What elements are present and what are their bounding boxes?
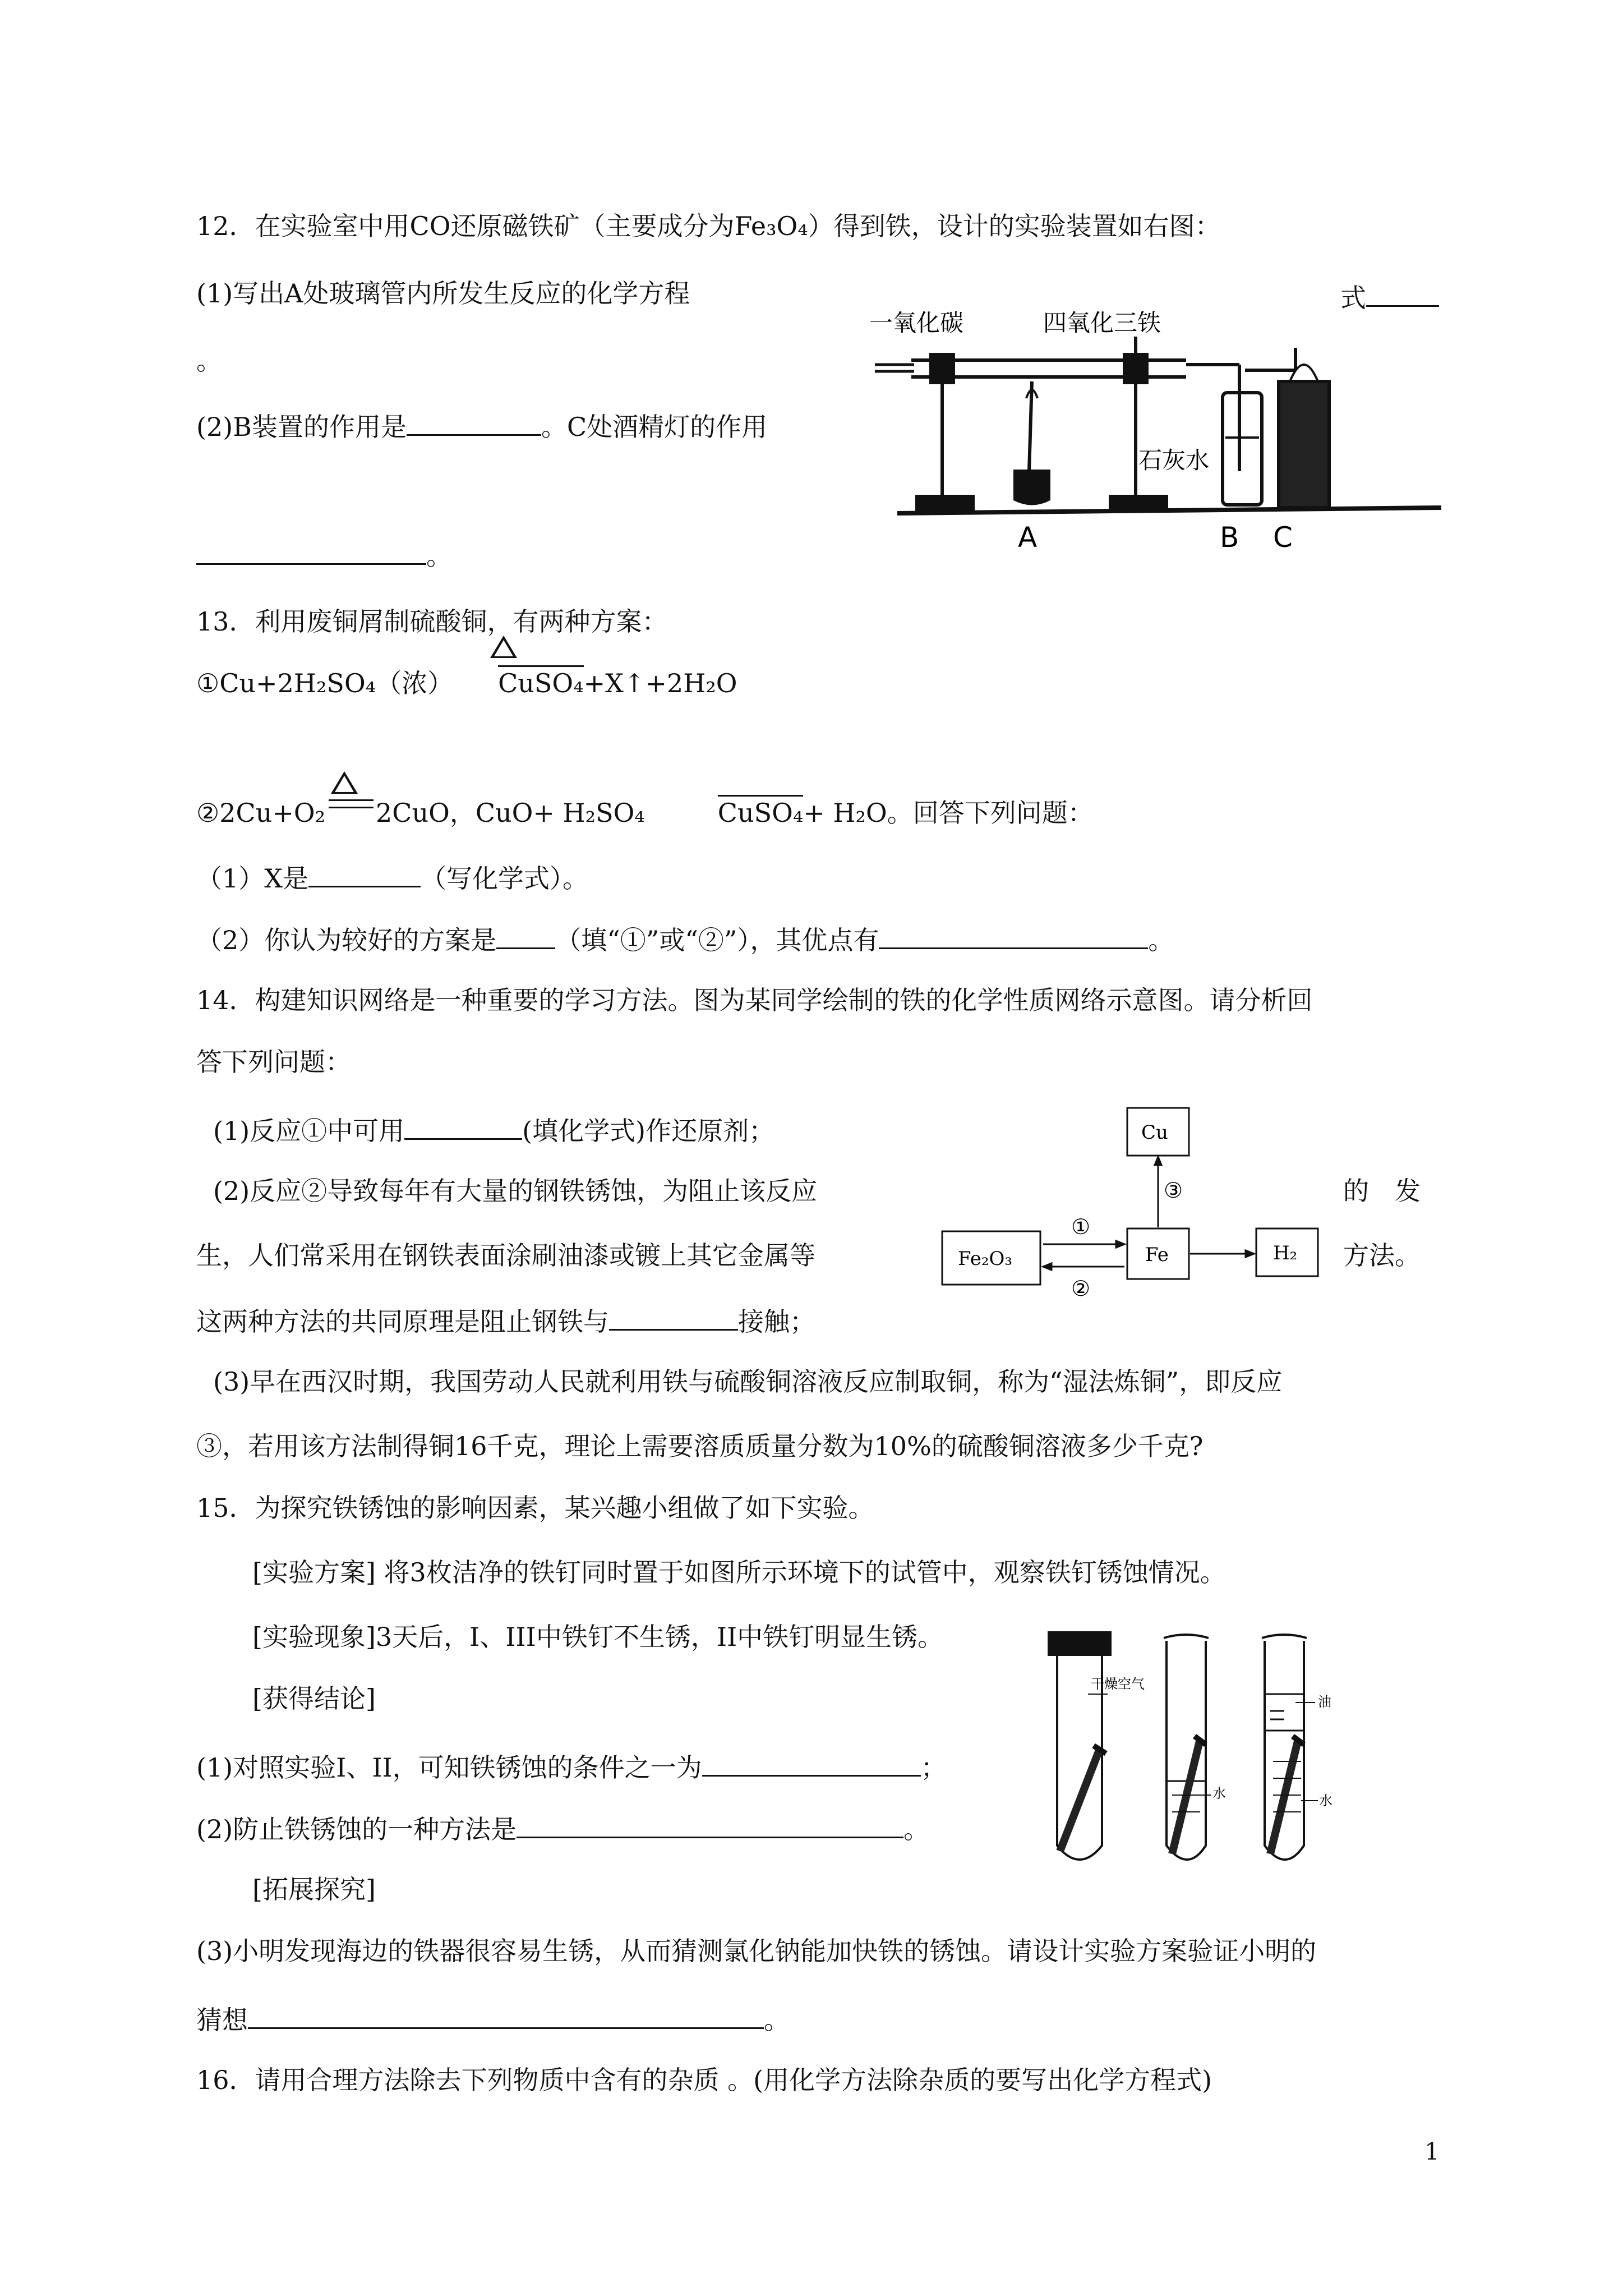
q14-part2-e: 这两种方法的共同原理是阻止钢铁与 (196, 1306, 609, 1337)
figure-label-limewater: 石灰水 (1138, 447, 1210, 474)
q15-part1-b: ； (920, 1752, 947, 1783)
q12-part1-suffix: 式 (1340, 283, 1366, 313)
q13-answer-blank-3[interactable] (879, 923, 1148, 949)
figure-label-c: C (1273, 521, 1293, 554)
q15-part2-b: 。 (903, 1814, 930, 1844)
reaction-2-label: ② (1071, 1276, 1091, 1301)
q13-sub1-b: （写化学式）。 (421, 863, 589, 894)
figure-label-b: B (1220, 521, 1239, 554)
figure-label-co: 一氧化碳 (869, 309, 964, 337)
q15-part1 (196, 1750, 947, 1783)
q12-part2-a: (2)B装置的作用是 (196, 412, 407, 442)
co-reduction-apparatus-figure (858, 286, 1453, 561)
q14-answer-blank-2[interactable] (609, 1304, 738, 1331)
q13-scheme2-rest: + H₂O。回答下列问题： (803, 798, 1094, 828)
q13-scheme1-rest: +X↑+2H₂O (583, 668, 737, 698)
q15-phenomenon: [实验现象]3天后，I、III中铁钉不生锈，II中铁钉明显生锈。 (252, 1622, 944, 1652)
q14-part3-line1: (3)早在西汉时期，我国劳动人民就利用铁与硫酸铜溶液反应制取铜，称为“湿法炼铜”，即反应 (213, 1366, 1283, 1397)
q12-part1-period: 。 (196, 346, 222, 376)
q12-part2-c: 。 (426, 541, 452, 571)
q15-stem: 15．为探究铁锈蚀的影响因素，某兴趣小组做了如下实验。 (196, 1493, 874, 1523)
q14-answer-blank-1[interactable] (404, 1114, 522, 1140)
q14-stem-1: 14．构建知识网络是一种重要的学习方法。图为某同学绘制的铁的化学性质网络示意图。请分析回 (196, 985, 1313, 1015)
heat-triangle-icon (490, 636, 517, 658)
q13-answer-blank-2[interactable] (496, 923, 555, 949)
q13-stem: 13．利用废铜屑制硫酸铜，有两种方案： (196, 606, 668, 637)
q15-part2-a: (2)防止铁锈蚀的一种方法是 (196, 1814, 517, 1844)
q13-answer-blank-1[interactable] (308, 861, 421, 887)
diagram-cu-label: Cu (1141, 1121, 1168, 1144)
q13-sub1-a: （1）X是 (196, 863, 309, 894)
q15-part3-line1: (3)小明发现海边的铁器很容易生锈，从而猜测氯化钠能加快铁的锈蚀。请设计实验方案验证小明的 (196, 1936, 1317, 1966)
heat-condition-1 (498, 670, 584, 696)
q15-answer-blank-1[interactable] (702, 1750, 921, 1777)
q14-part1-b: (填化学式)作还原剂； (522, 1116, 775, 1146)
q12-part2 (196, 409, 767, 440)
q14-stem-2: 答下列问题： (196, 1047, 351, 1077)
q15-answer-blank-3[interactable] (248, 2003, 764, 2029)
label-oil: 油 (1318, 1694, 1331, 1710)
equals-sign (329, 799, 374, 808)
q13-scheme-2 (196, 799, 1094, 826)
test-tubes-figure (1038, 1627, 1385, 1874)
page-number: 1 (1424, 2138, 1440, 2165)
q15-part2 (196, 1812, 929, 1842)
q12-answer-blank-2[interactable] (407, 409, 541, 436)
q12-part2-line2 (196, 539, 452, 569)
q12-answer-blank-3[interactable] (196, 539, 426, 565)
q12-stem: 12．在实验室中用CO还原磁铁矿（主要成分为Fe₃O₄）得到铁，设计的实验装置如右图： (196, 211, 1221, 241)
q13-sub2-c: 。 (1148, 925, 1174, 955)
q15-extend-heading: [拓展探究] (252, 1874, 376, 1904)
heat-condition-2 (325, 799, 376, 822)
label-water-2: 水 (1319, 1793, 1332, 1809)
reaction-1-label: ① (1071, 1214, 1091, 1239)
q13-scheme2-a: ②2Cu+O₂ (196, 798, 326, 828)
diagram-h2-label: H₂ (1273, 1242, 1298, 1264)
q14-part2-right2: 方法。 (1343, 1240, 1421, 1271)
q15-part3-c: 。 (764, 2005, 790, 2035)
q13-scheme2-b: 2CuO，CuO+ H₂SO₄ (376, 798, 645, 828)
q14-part2-right1: 的 发 (1343, 1176, 1421, 1206)
diagram-fe2o3-label: Fe₂O₃ (958, 1248, 1012, 1270)
q14-part2-line2: 生，人们常采用在钢铁表面涂刷油漆或镀上其它金属等 (196, 1240, 815, 1271)
q15-answer-blank-2[interactable] (517, 1812, 903, 1838)
q16-stem: 16．请用合理方法除去下列物质中含有的杂质 。(用化学方法除杂质的要写出化学方程式) (196, 2065, 1212, 2095)
q15-part3-line2 (196, 2003, 790, 2033)
iron-network-diagram (937, 1094, 1329, 1318)
q12-part1: (1)写出A处玻璃管内所发生反应的化学方程 (196, 278, 690, 309)
label-water-1: 水 (1212, 1786, 1226, 1801)
diagram-fe-label: Fe (1145, 1244, 1169, 1266)
figure-label-fe3o4: 四氧化三铁 (1043, 309, 1161, 337)
q14-part1-a: (1)反应①中可用 (213, 1116, 405, 1146)
q15-plan: [实验方案] 将3枚洁净的铁钉同时置于如图所示环境下的试管中，观察铁钉锈蚀情况。 (252, 1557, 1226, 1588)
label-dry-air: 干燥空气 (1091, 1676, 1145, 1692)
q12-part2-b: 。C处酒精灯的作用 (541, 412, 768, 442)
q15-part3-b: 猜想 (196, 2005, 248, 2035)
q14-part2-f: 接触； (738, 1306, 815, 1337)
q13-sub2 (196, 923, 1174, 953)
q13-scheme2-product: CuSO₄ (718, 795, 804, 828)
q13-scheme-1 (196, 670, 737, 696)
q14-part2-line1: (2)反应②导致每年有大量的钢铁锈蚀，为阻止该反应 (213, 1176, 818, 1206)
q13-sub2-a: （2）你认为较好的方案是 (196, 925, 497, 955)
q15-conclusion-heading: [获得结论] (252, 1683, 376, 1714)
q13-scheme1-left: ①Cu+2H₂SO₄（浓） (196, 668, 454, 698)
figure-label-a: A (1018, 521, 1038, 554)
q14-part3-line2: ③，若用该方法制得铜16千克，理论上需要溶质质量分数为10%的硫酸铜溶液多少千克? (196, 1431, 1204, 1461)
q13-sub2-b: （填“①”或“②”），其优点有 (555, 925, 879, 955)
q14-part1 (213, 1114, 774, 1144)
q14-part2-line3 (196, 1304, 815, 1335)
q13-sub1 (196, 861, 589, 894)
heat-triangle-icon (331, 771, 358, 794)
reaction-3-label: ③ (1164, 1178, 1183, 1203)
q15-part1-a: (1)对照实验I、II，可知铁锈蚀的条件之一为 (196, 1752, 702, 1783)
q13-scheme1-product: CuSO₄ (498, 665, 584, 698)
